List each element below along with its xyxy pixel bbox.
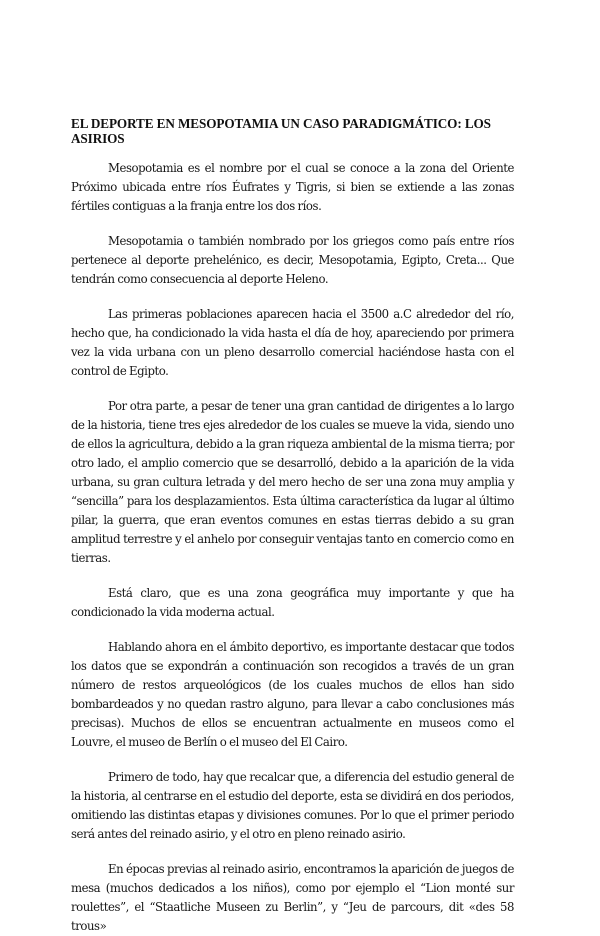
paragraph-board-games: En épocas previas al reinado asirio, encontramos la aparición de juegos de mesa (muchos dedicados a los niños), como por ejemplo el “Lion monté sur roulettes”, el “Staatliche Museen zu Berlin”, y “Jeu de parcours, dit «des 58 trous» [71,862,514,933]
paragraph-archaeological-sources: Hablando ahora en el ámbito deportivo, es importante destacar que todos los datos que se expondrán a continuación son recogidos a través de un gran número de restos arqueológicos (de los cuales muchos de ellos han sido bombardeados y no quedan rastro alguno, para llevar a cabo conclusiones más precisas). Muchos de ellos se encuentran actualmente en museos como el Louvre, el museo de Berlín o el museo del El Cairo. [71,640,514,749]
paragraph-mesopotamia-definition: Mesopotamia es el nombre por el cual se conoce a la zona del Oriente Próximo ubicada entre ríos Éufrates y Tigris, si bien se extiende a las zonas fértiles contiguas a la franja entre los dos ríos. [71,161,514,213]
document-title: EL DEPORTE EN MESOPOTAMIA UN CASO PARADIGMÁTICO: LOS ASIRIOS [71,116,491,146]
paragraph-first-populations: Las primeras poblaciones aparecen hacia el 3500 a.C alrededor del río, hecho que, ha condicionado la vida hasta el día de hoy, apareciendo por primera vez la vida urbana con un pleno desarrollo comercial haciéndose hasta con el control de Egipto. [71,307,514,378]
paragraph-two-periods: Primero de todo, hay que recalcar que, a diferencia del estudio general de la historia, al centrarse en el estudio del deporte, esta se dividirá en dos periodos, omitiendo las distintas etapas y divisiones comunes. Por lo que el primer periodo será antes del reinado asirio, y el otro en pleno reinado asirio. [71,770,514,841]
paragraph-three-axes: Por otra parte, a pesar de tener una gran cantidad de dirigentes a lo largo de la historia, tiene tres ejes alrededor de los cuales se mueve la vida, siendo uno de ellos la agricultura, debido a la gran riqueza ambiental de la misma tierra; por otro lado, el amplio comercio que se desarrolló, debido a la aparición de la vida urbana, su gran cultura letrada y del mero hecho de ser una zona muy amplia y “sencilla” para los desplazamientos. Esta última característica da lugar al último pilar, la guerra, que eran eventos comunes en estas tierras debido a su gran amplitud terrestre y el anhelo por conseguir ventajas tanto en comercio como en tierras. [71,399,514,565]
paragraph-geographic-importance: Está claro, que es una zona geográfica muy importante y que ha condicionado la vida moderna actual. [71,586,514,619]
paragraph-prehellenic-sport: Mesopotamia o también nombrado por los griegos como país entre ríos pertenece al deporte prehelénico, es decir, Mesopotamia, Egipto, Creta... Que tendrán como consecuencia al deporte Heleno. [71,234,514,286]
